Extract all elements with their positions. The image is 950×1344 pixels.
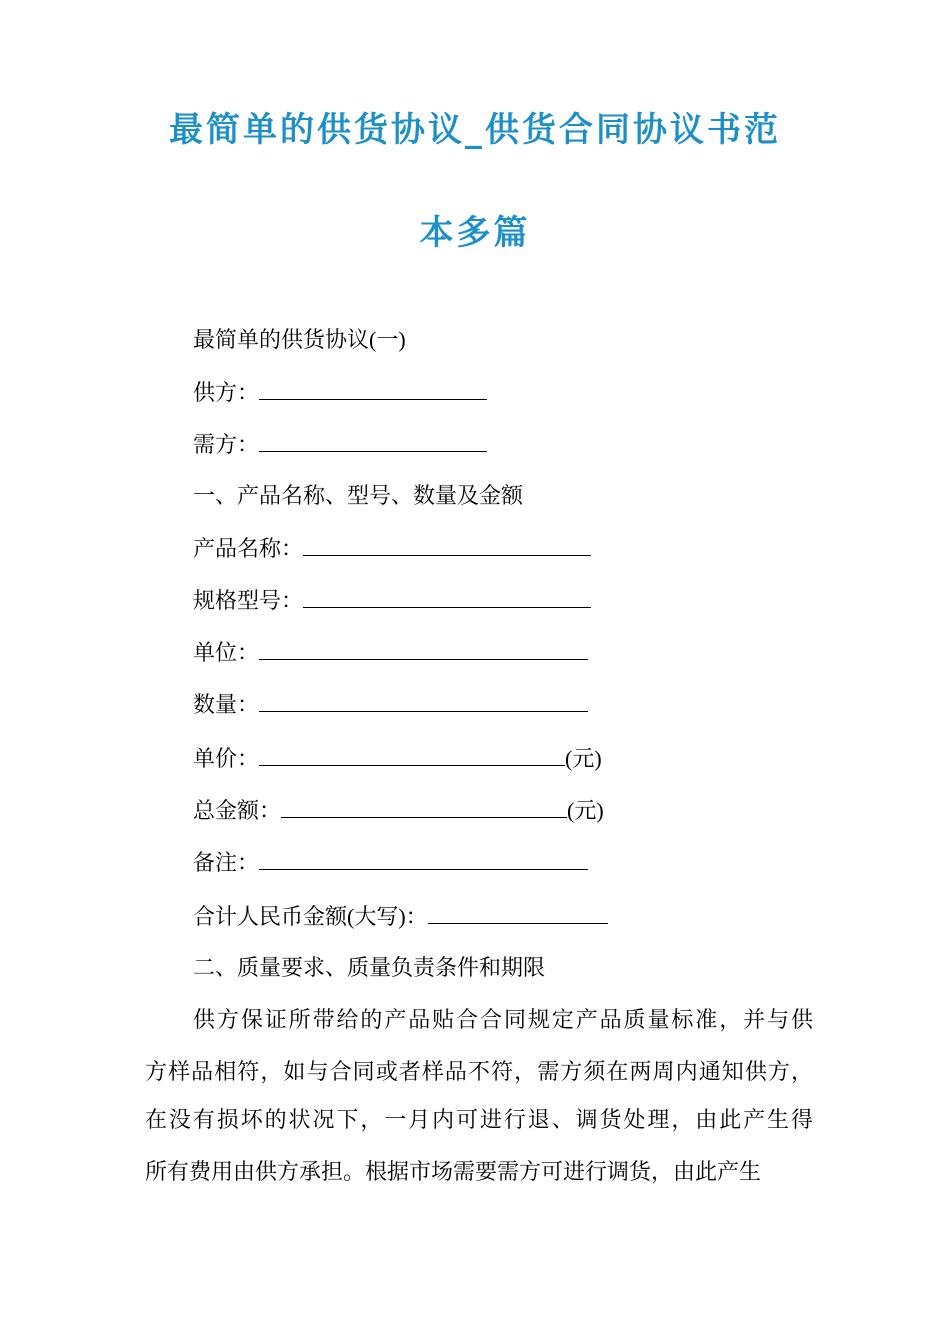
document-title-line-1: 最简单的供货协议_供货合同协议书范: [169, 110, 781, 150]
supplier-blank-line: [259, 377, 487, 400]
document-title-line-2: 本多篇: [419, 213, 531, 253]
paragraph-line-3: 在没有损坏的状况下，一月内可进行退、调货处理，由此产生得: [145, 1107, 813, 1132]
spec-label: 规格型号：: [193, 588, 304, 613]
remark-label: 备注：: [193, 850, 260, 875]
unit-field: [193, 637, 588, 668]
supplier-field: [193, 377, 487, 408]
product-name-field: [193, 533, 591, 564]
unit-price-label: 单价：: [193, 746, 260, 771]
buyer-field: [193, 429, 487, 460]
remark-field: [193, 847, 588, 878]
unit-price-suffix: (元): [565, 746, 602, 771]
rmb-total-field: [193, 901, 608, 932]
rmb-total-blank-line: [428, 901, 608, 924]
paragraph-line-1: 供方保证所带给的产品贴合合同规定产品质量标准，并与供: [193, 1007, 813, 1032]
agreement-heading: 最简单的供货协议(一): [193, 327, 406, 352]
rmb-total-label: 合计人民币金额(大写)：: [193, 904, 428, 929]
total-amount-field: [193, 795, 604, 826]
section-2-heading: 二、质量要求、质量负责条件和期限: [193, 955, 546, 980]
total-amount-blank-line: [281, 795, 567, 818]
paragraph-line-4: 所有费用由供方承担。根据市场需要需方可进行调货，由此产生: [145, 1159, 762, 1184]
total-amount-suffix: (元): [567, 798, 604, 823]
unit-blank-line: [259, 637, 588, 660]
buyer-blank-line: [259, 429, 487, 452]
product-name-blank-line: [303, 533, 591, 556]
supplier-label: 供方：: [193, 380, 260, 405]
product-name-label: 产品名称：: [193, 536, 304, 561]
unit-price-field: [193, 743, 602, 774]
quantity-field: [193, 689, 588, 720]
spec-blank-line: [303, 585, 591, 608]
section-1-heading: 一、产品名称、型号、数量及金额: [193, 483, 524, 508]
buyer-label: 需方：: [193, 432, 260, 457]
unit-price-blank-line: [259, 743, 565, 766]
spec-field: [193, 585, 591, 616]
quantity-blank-line: [259, 689, 588, 712]
remark-blank-line: [259, 847, 588, 870]
total-amount-label: 总金额：: [193, 798, 282, 823]
quantity-label: 数量：: [193, 692, 260, 717]
unit-label: 单位：: [193, 640, 260, 665]
paragraph-line-2: 方样品相符，如与合同或者样品不符，需方须在两周内通知供方，: [145, 1059, 813, 1084]
